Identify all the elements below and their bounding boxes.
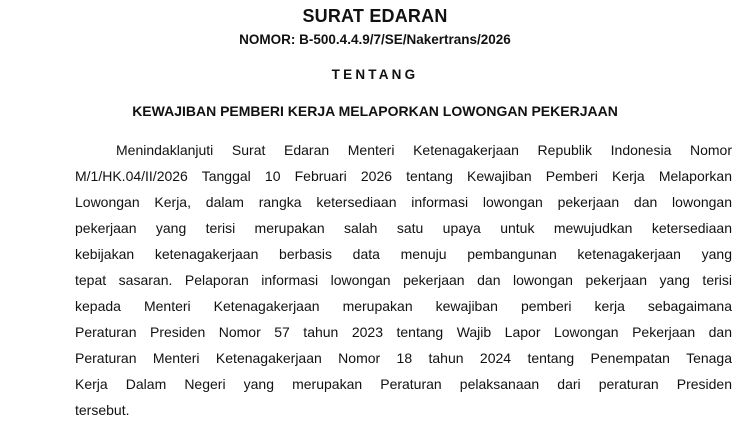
body-line: Peraturan Menteri Ketenagakerjaan Nomor 18 tahun 2024 tentang Penempatan Tenaga [75,350,732,366]
body-line: Menindaklanjuti Surat Edaran Menteri Ketenagakerjaan Republik Indonesia Nomor [116,142,732,158]
document-number: NOMOR: B-500.4.4.9/7/SE/Nakertrans/2026 [239,32,511,47]
body-paragraph [75,137,732,423]
body-line: M/1/HK.04/II/2026 Tanggal 10 Februari 2026 tentang Kewajiban Pemberi Kerja Melaporkan [75,168,732,184]
body-line: Lowongan Kerja, dalam rangka ketersediaan informasi lowongan pekerjaan dan lowongan [75,194,732,210]
body-line: Kerja Dalam Negeri yang merupakan Peraturan pelaksanaan dari peraturan Presiden [75,376,732,392]
body-line: Peraturan Presiden Nomor 57 tahun 2023 tentang Wajib Lapor Lowongan Pekerjaan dan [75,324,732,340]
document-subject: KEWAJIBAN PEMBERI KERJA MELAPORKAN LOWONGAN PEKERJAAN [132,103,618,119]
body-line: kepada Menteri Ketenagakerjaan merupakan kewajiban pemberi kerja sebagaimana [75,298,732,314]
body-line: kebijakan ketenagakerjaan berbasis data menuju pembangunan ketenagakerjaan yang [75,246,732,262]
document-title: SURAT EDARAN [302,6,448,26]
body-line: tepat sasaran. Pelaporan informasi lowongan pekerjaan dan lowongan pekerjaan yang terisi [75,272,732,288]
body-line: tersebut. [75,402,130,418]
body-line: pekerjaan yang terisi merupakan salah satu upaya untuk mewujudkan ketersediaan [75,220,732,236]
about-label: TENTANG [331,67,419,82]
